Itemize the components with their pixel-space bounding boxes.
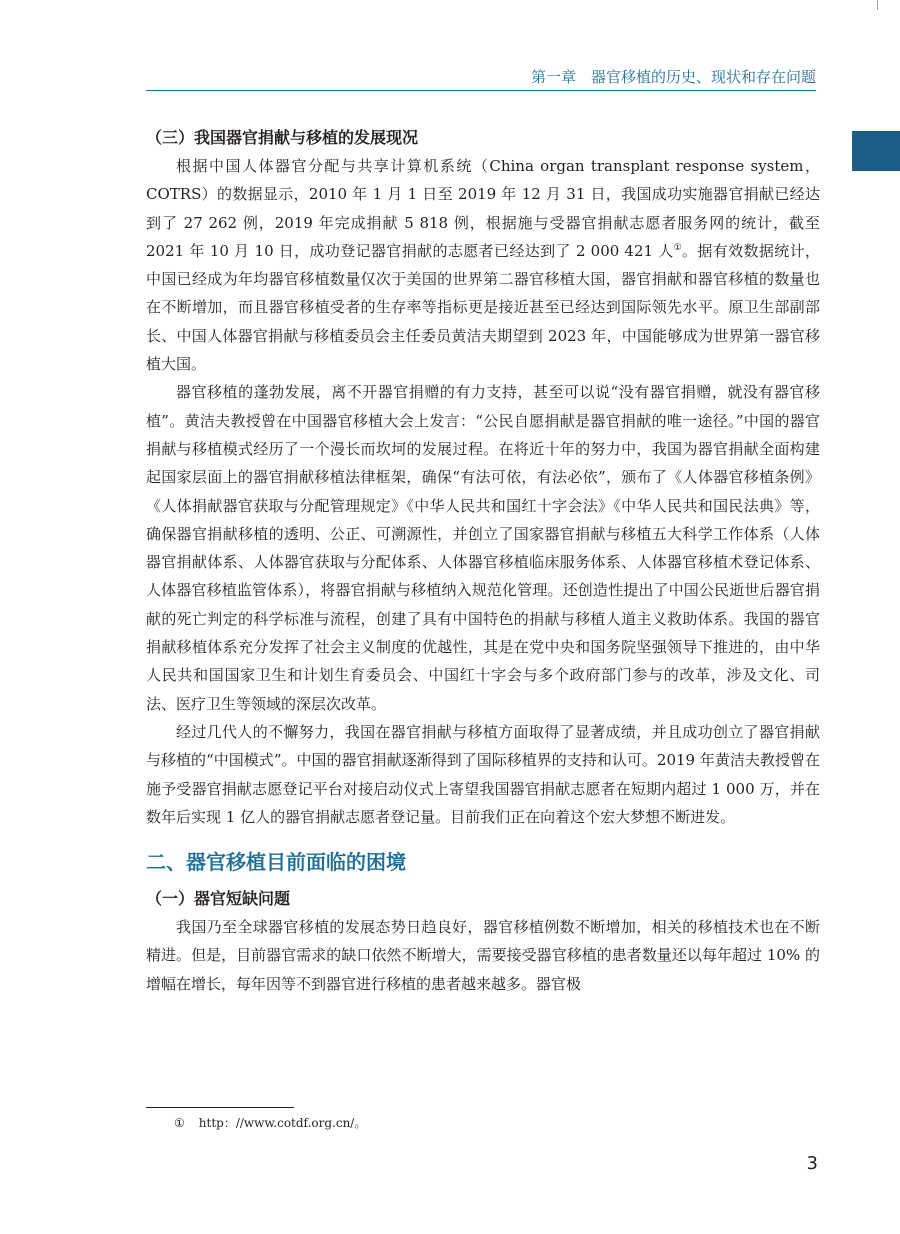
paragraph-donation-system: 器官移植的蓬勃发展，离不开器官捐赠的有力支持，甚至可以说“没有器官捐赠，就没有器官移植”。黄洁夫教授曾在中国器官移植大会上发言：“公民自愿捐献是器官捐献的唯一途径。”中国的器官捐献与移植模式经历了一个漫长而坎坷的发展过程。在将近十年的努力中，我国为器官捐献全面构建起国家层面上的器官捐献移植法律框架，确保“有法可依，有法必依”，颁布了《人体器官移植条例》《人体捐献器官获取与分配管理规定》《中华人民共和国红十字会法》《中华人民共和国民法典》等，确保器官捐献移植的透明、公正、可溯源性，并创立了国家器官捐献与移植五大科学工作体系（人体器官捐献体系、人体器官获取与分配体系、人体器官移植临床服务体系、人体器官移植术登记体系、人体器官移植监管体系），将器官捐献与移植纳入规范化管理。还创造性提出了中国公民逝世后器官捐献的死亡判定的科学标准与流程，创建了具有中国特色的捐献与移植人道主义救助体系。我国的器官捐献移植体系充分发挥了社会主义制度的优越性，其是在党中央和国务院坚强领导下推进的，由中华人民共和国国家卫生和计划生育委员会、中国红十字会与多个政府部门参与的改革，涉及文化、司法、医疗卫生等领域的深层次改革。	[146, 383, 820, 713]
paragraph-organ-shortage: 我国乃至全球器官移植的发展态势日趋良好，器官移植例数不断增加，相关的移植技术也在不断精进。但是，目前器官需求的缺口依然不断增大，需要接受器官移植的患者数量还以每年超过 10% 的增幅在增长，每年因等不到器官进行移植的患者越来越多。器官极	[146, 918, 820, 993]
running-header	[146, 60, 816, 91]
footnote-reference[interactable]: ①	[673, 242, 683, 253]
chapter-thumb-tab	[852, 131, 900, 171]
subsection-heading-development-status: （三）我国器官捐献与移植的发展现况	[146, 128, 419, 147]
crop-mark	[877, 0, 892, 10]
footnote-divider	[146, 1107, 294, 1108]
footnote-mark: ①	[174, 1116, 185, 1130]
footnote-link[interactable]: http：//www.cotdf.org.cn/。	[198, 1116, 367, 1130]
paragraph-statistics-part2: 。据有效数据统计，中国已经成为年均器官移植数量仅次于美国的世界第二器官移植大国，器官捐献和器官移植的数量也在不断增加，而且器官移植受者的生存率等指标更是接近甚至已经达到国际领先水平。原卫生部副部长、中国人体器官捐献与移植委员会主任委员黄洁夫期望到 2023 年，中国能够成为世界第一器官移植大国。	[146, 241, 820, 374]
footnote	[174, 1114, 366, 1131]
subsection-heading-organ-shortage: （一）器官短缺问题	[146, 889, 291, 909]
paragraph-statistics	[146, 152, 820, 378]
paragraph-china-model: 经过几代人的不懈努力，我国在器官捐献与移植方面取得了显著成绩，并且成功创立了器官捐献与移植的“中国模式”。中国的器官捐献逐渐得到了国际移植界的支持和认可。2019 年黄洁夫教授曾在施予受器官捐献志愿登记平台对接启动仪式上寄望我国器官捐献志愿者在短期内超过 1 000 万，并在数年后实现 1 亿人的器官捐献志愿者登记量。目前我们正在向着这个宏大梦想不断进发。	[146, 722, 820, 826]
page-body	[146, 124, 820, 998]
section-heading-challenges: 二、器官移植目前面临的困境	[146, 850, 406, 875]
paragraph-statistics-part1: 根据中国人体器官分配与共享计算机系统（China organ transplant response system，COTRS）的数据显示，2010 年 1 月 1 日至 2019 年 12 月 31 日，我国成功实施器官捐献已经达到了 27 262 例，2019 年完成捐献 5 818 例，根据施与受器官捐献志愿者服务网的统计，截至 2021 年 10 月 10 日，成功登记器官捐献的志愿者已经达到了 2 000 421 人	[146, 157, 820, 260]
chapter-title: 第一章 器官移植的历史、现状和存在问题	[530, 68, 816, 86]
page-number: 3	[806, 1153, 818, 1174]
